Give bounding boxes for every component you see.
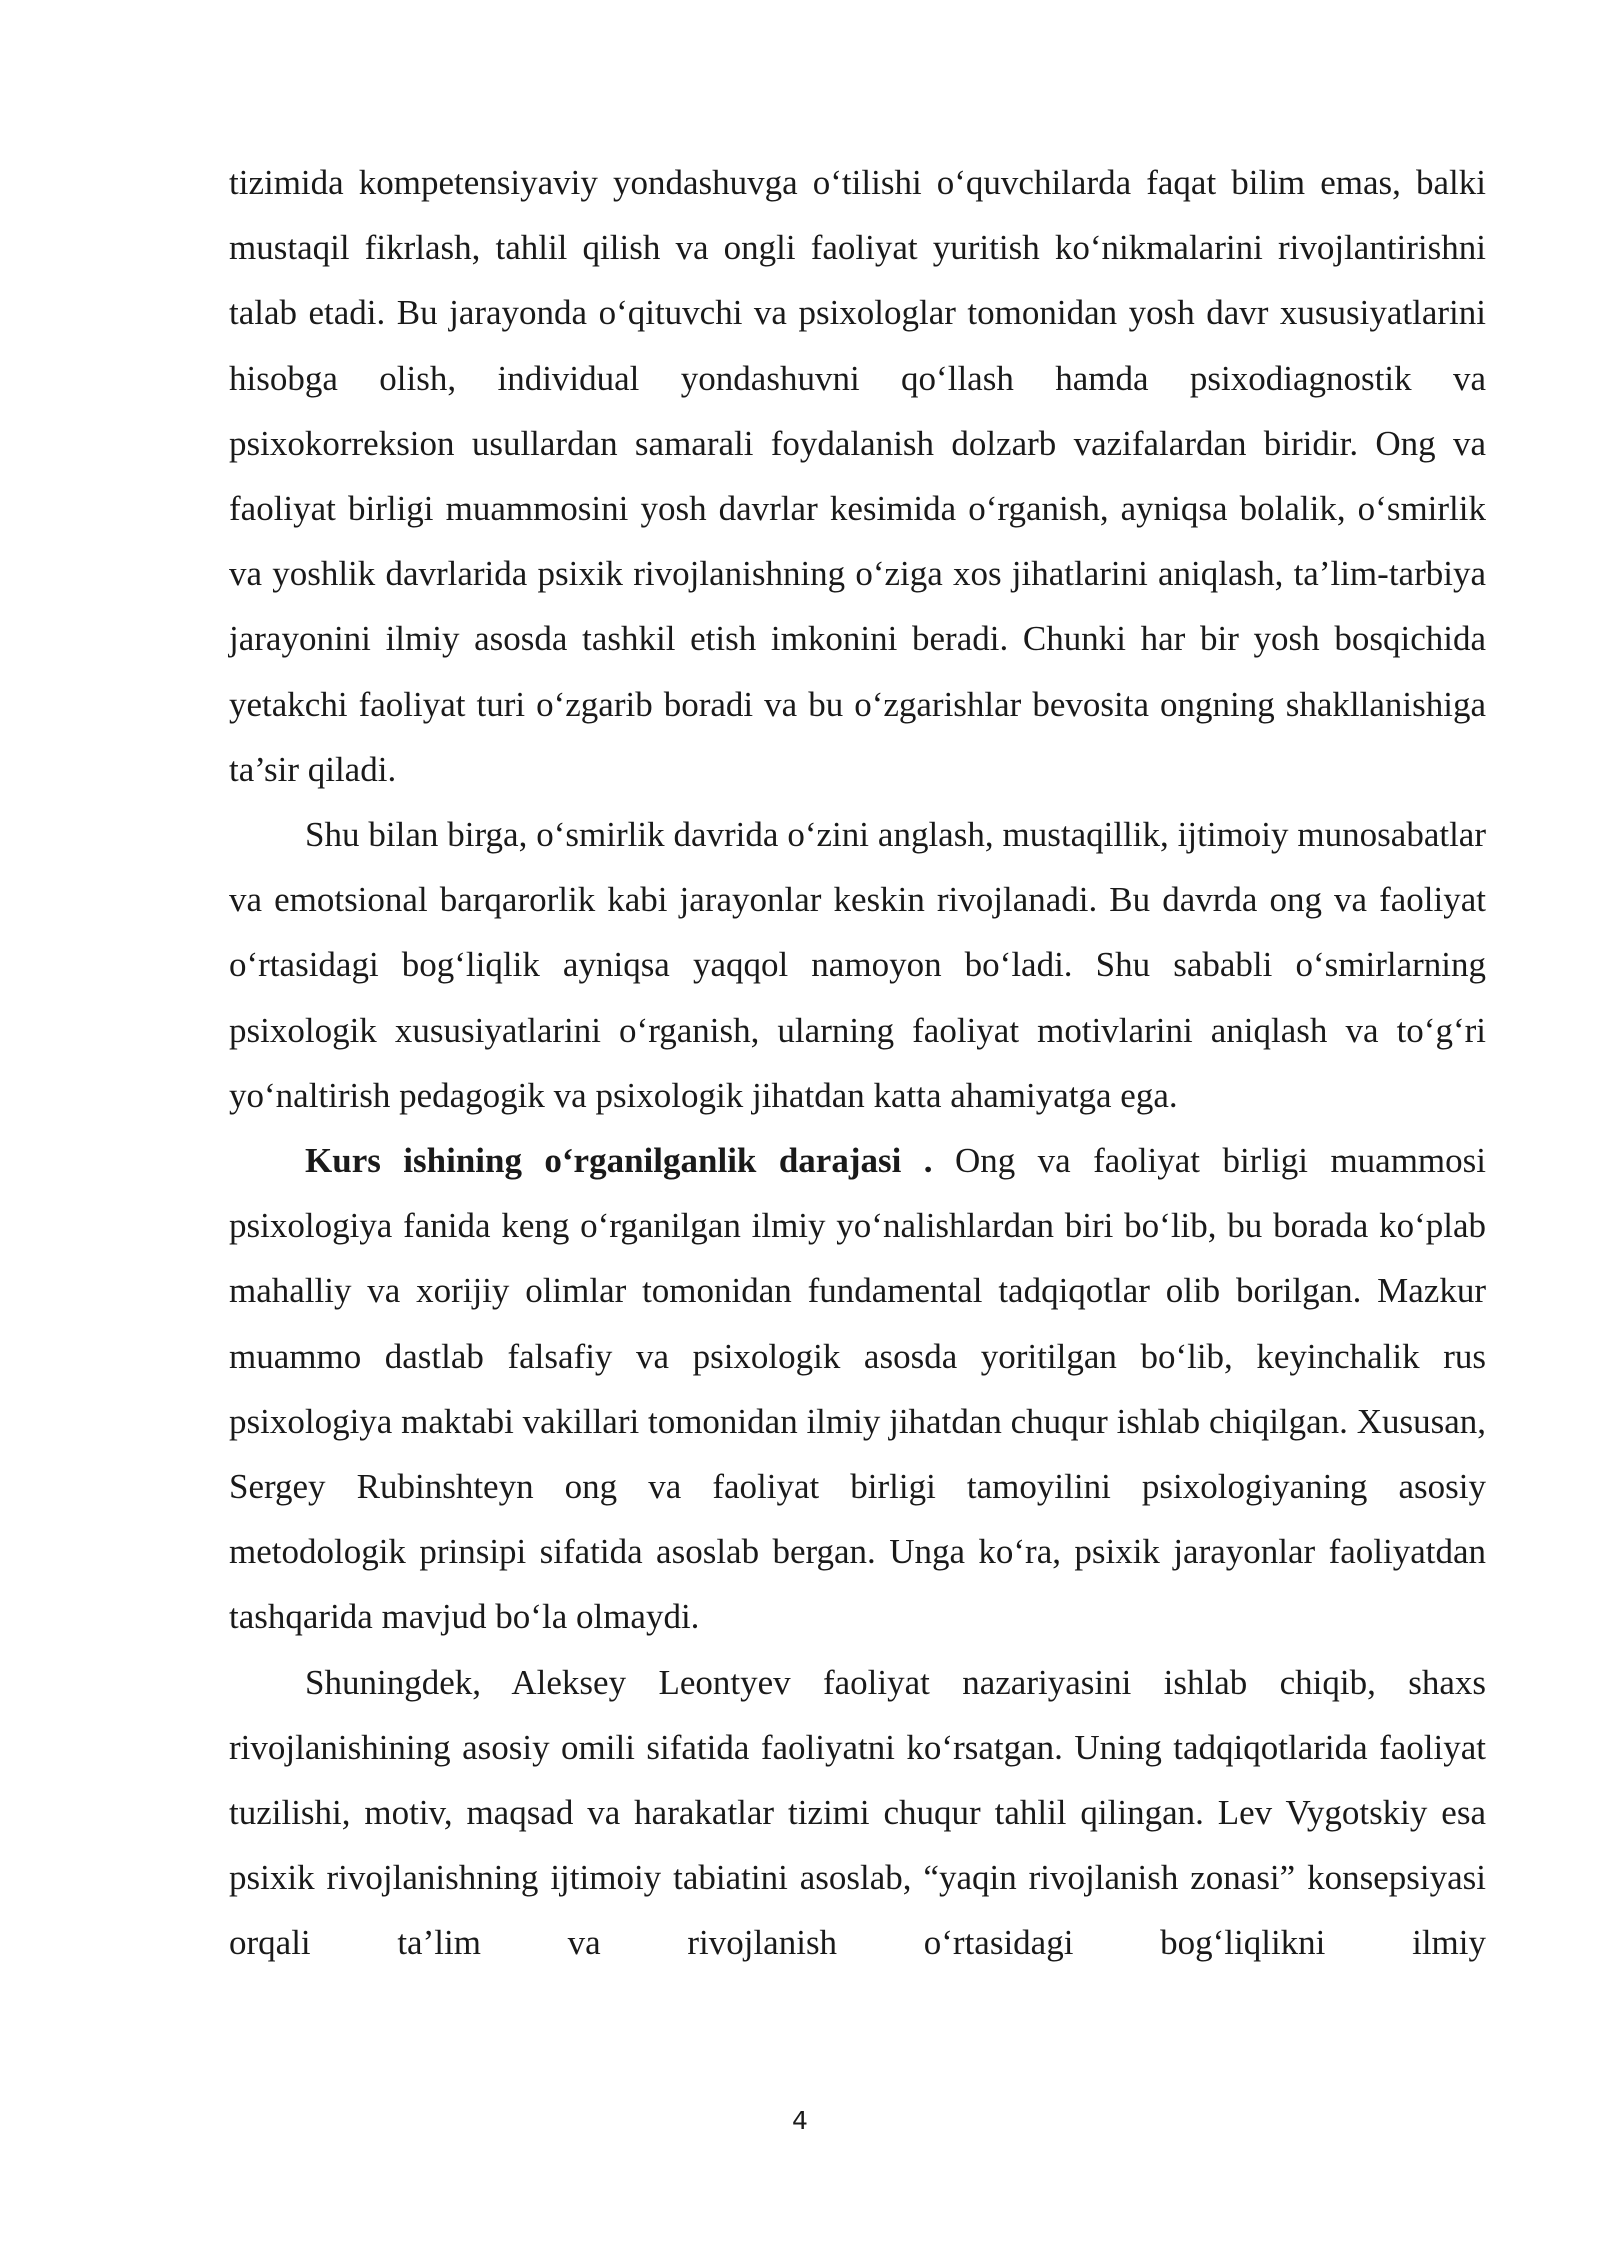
paragraph-2-text: Shu bilan birga, o‘smirlik davrida o‘zini anglash, mustaqillik, ijtimoiy munosabatlar va emotsional barqarorlik kabi jarayonlar keskin rivojlanadi. Bu davrda ong va faoliyat o‘rtasidagi bog‘liqlik ayniqsa yaqqol namoyon bo‘ladi. Shu sababli o‘smirlarning psixologik xususiyatlarini o‘rganish, ularning faoliyat motivlarini aniqlash va to‘g‘ri yo‘naltirish pedagogik va psixologik jihatdan katta ahamiyatga ega. — [229, 815, 1486, 1115]
paragraph-1-text: tizimida kompetensiyaviy yondashuvga o‘tilishi o‘quvchilarda faqat bilim emas, balki mustaqil fikrlash, tahlil qilish va ongli faoliyat yuritish ko‘nikmalarini rivojlantirishni talab etadi. Bu jarayonda o‘qituvchi va psixologlar tomonidan yosh davr xususiyatlarini hisobga olish, individual yondashuvni qo‘llash hamda psixodiagnostik va psixokorreksion usullardan samarali foydalanish dolzarb vazifalardan biridir. Ong va faoliyat birligi muammosini yosh davrlar kesimida o‘rganish, ayniqsa bolalik, o‘smirlik va yoshlik davrlarida psixik rivojlanishning o‘ziga xos jihatlarini aniqlash, ta’lim-tarbiya jarayonini ilmiy asosda tashkil etish imkonini beradi. Chunki har bir yosh bosqichida yetakchi faoliyat turi o‘zgarib boradi va bu o‘zgarishlar bevosita ongning shakllanishiga ta’sir qiladi. — [229, 163, 1486, 789]
page-number: 4 — [792, 2106, 808, 2135]
paragraph-1 — [229, 150, 1486, 802]
body-text — [229, 150, 1486, 1976]
paragraph-3 — [229, 1128, 1486, 1650]
section-heading-inline: Kurs ishining o‘rganilganlik darajasi . — [305, 1141, 933, 1181]
paragraph-3-text: Ong va faoliyat birligi muammosi psixologiya fanida keng o‘rganilgan ilmiy yo‘nalishlardan biri bo‘lib, bu borada ko‘plab mahalliy va xorijiy olimlar tomonidan fundamental tadqiqotlar olib borilgan. Mazkur muammo dastlab falsafiy va psixologik asosda yoritilgan bo‘lib, keyinchalik rus psixologiya maktabi vakillari tomonidan ilmiy jihatdan chuqur ishlab chiqilgan. Xususan, Sergey Rubinshteyn ong va faoliyat birligi tamoyilini psixologiyaning asosiy metodologik prinsipi sifatida asoslab bergan. Unga ko‘ra, psixik jarayonlar faoliyatdan tashqarida mavjud bo‘la olmaydi. — [229, 1141, 1486, 1637]
paragraph-4 — [229, 1650, 1486, 1976]
paragraph-4-text: Shuningdek, Aleksey Leontyev faoliyat nazariyasini ishlab chiqib, shaxs rivojlanishining asosiy omili sifatida faoliyatni ko‘rsatgan. Uning tadqiqotlarida faoliyat tuzilishi, motiv, maqsad va harakatlar tizimi chuqur tahlil qilingan. Lev Vygotskiy esa psixik rivojlanishning ijtimoiy tabiatini asoslab, “yaqin rivojlanish zonasi” konsepsiyasi orqali ta’lim va rivojlanish o‘rtasidagi bog‘liqlikni ilmiy — [229, 1662, 1486, 1963]
paragraph-2 — [229, 802, 1486, 1128]
